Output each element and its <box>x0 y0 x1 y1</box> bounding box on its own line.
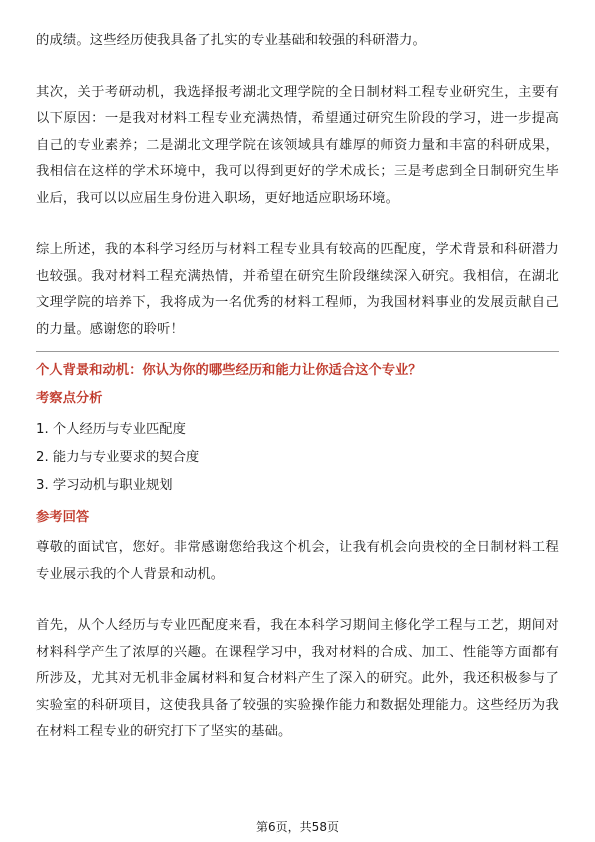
analysis-item: 3. 学习动机与职业规划 <box>36 478 173 493</box>
answer-heading: 参考回答 <box>36 510 90 525</box>
paragraph-gap <box>36 212 559 237</box>
analysis-list <box>36 416 559 500</box>
analysis-item: 2. 能力与专业要求的契合度 <box>36 450 200 465</box>
question-title: 个人背景和动机：你认为你的哪些经历和能力让你适合这个专业？ <box>36 363 422 378</box>
page-number-footer: 第6页，共58页 <box>256 820 339 834</box>
answer-paragraph-greeting: 尊敬的面试官，您好。非常感谢您给我这个机会，让我有机会向贵校的全日制材料工程专业展示我的个人背景和动机。 <box>36 540 559 582</box>
analysis-item: 1. 个人经历与专业匹配度 <box>36 422 186 437</box>
paragraph-summary: 综上所述，我的本科学习经历与材料工程专业具有较高的匹配度，学术背景和科研潜力也较强。我对材料工程充满热情，并希望在研究生阶段继续深入研究。我相信，在湖北文理学院的培养下，我将成为一名优秀的材料工程师，为我国材料事业的发展贡献自己的力量。感谢您的聆听！ <box>36 242 559 337</box>
document-page <box>36 28 559 746</box>
paragraph-conclusion-fragment: 的成绩。这些经历使我具备了扎实的专业基础和较强的科研潜力。 <box>36 33 426 48</box>
paragraph-gap <box>36 55 559 80</box>
answer-paragraph-experience: 首先，从个人经历与专业匹配度来看，我在本科学习期间主修化学工程与工艺，期间对材料科学产生了浓厚的兴趣。在课程学习中，我对材料的合成、加工、性能等方面都有所涉及，尤其对无机非金属材料和复合材料产生了深入的研究。此外，我还积极参与了实验室的科研项目，这使我具备了较强的实验操作能力和数据处理能力。这些经历为我在材料工程专业的研究打下了坚实的基础。 <box>36 618 559 739</box>
analysis-heading: 考察点分析 <box>36 391 103 406</box>
paragraph-gap <box>36 588 559 613</box>
section-divider <box>36 351 559 352</box>
paragraph-motivation: 其次，关于考研动机，我选择报考湖北文理学院的全日制材料工程专业研究生，主要有以下原因：一是我对材料工程专业充满热情，希望通过研究生阶段的学习，进一步提高自己的专业素养；二是湖北文理学院在该领域具有雄厚的师资力量和丰富的科研成果，我相信在这样的学术环境中，我可以得到更好的学术成长；三是考虑到全日制研究生毕业后，我可以以应届生身份进入职场，更好地适应职场环境。 <box>36 84 559 206</box>
